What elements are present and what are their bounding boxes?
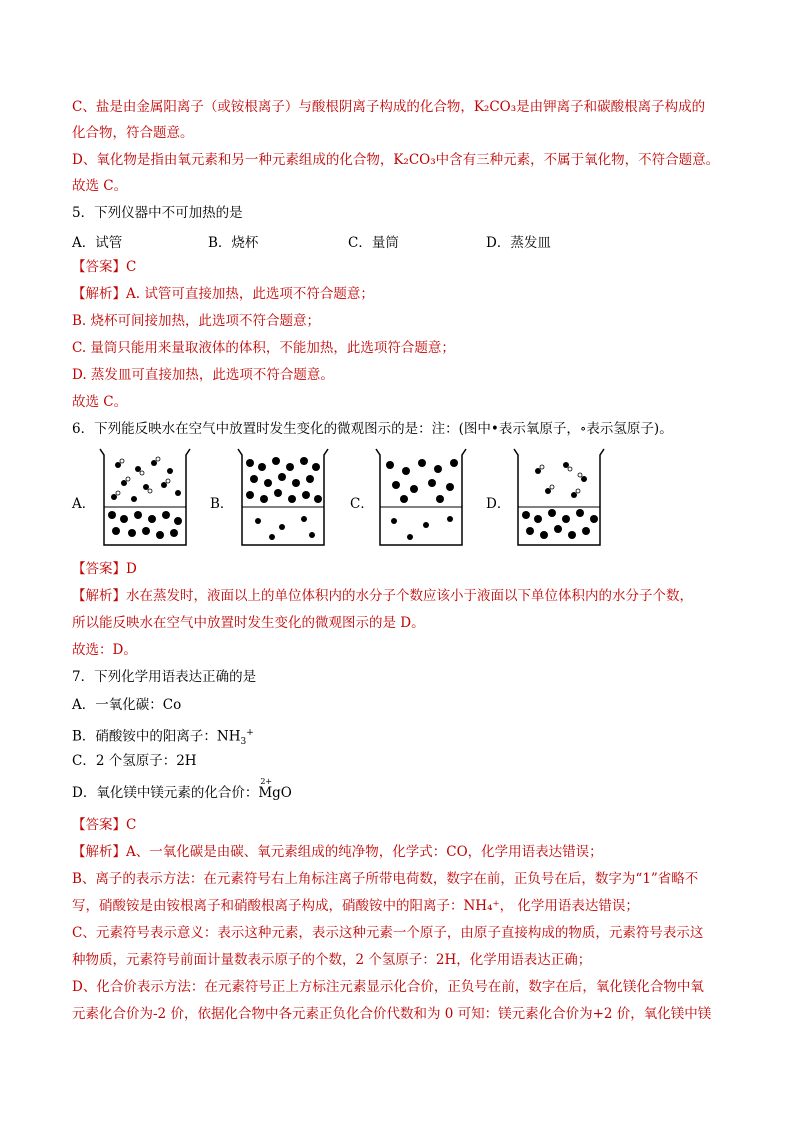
q5-choose: 故选 C。	[72, 394, 128, 410]
q6-answer: 【答案】D	[72, 561, 137, 577]
q7-option-b-formula: NH	[216, 728, 241, 745]
q5-answer: 【答案】C	[72, 259, 137, 275]
beaker-a-figure	[94, 445, 194, 550]
q7-option-d-formula-wrap	[258, 777, 292, 802]
q6-option-b: B．	[210, 496, 234, 512]
q7-answer: 【答案】C	[72, 817, 137, 833]
q7-option-a: A．一氧化碳：Co	[72, 697, 182, 713]
q7-option-d-formula: MgO	[258, 785, 292, 801]
q5-explanation-4: D. 蒸发皿可直接加热，此选项不符合题意。	[72, 367, 334, 383]
q5-explanation-1: 【解析】A. 试管可直接加热，此选项不符合题意；	[72, 286, 374, 302]
beaker-c-figure	[370, 445, 470, 550]
q7-option-b	[72, 724, 254, 751]
q7-option-c: C．2 个氢原子：2H	[72, 753, 197, 769]
c-explanation-line1: C、盐是由金属阳离子（或铵根离子）与酸根阴离子构成的化合物，K₂CO₃是由钾离子和碳酸根离子构成的	[72, 99, 706, 115]
q7-option-d	[72, 777, 292, 802]
q5-option-b: B．烧杯	[208, 235, 259, 251]
q7-explanation-4: C、元素符号表示意义：表示这种元素，表示这种元素一个原子，由原子直接构成的物质，元素符号表示这	[72, 925, 704, 941]
q7-explanation-3: 写，硝酸铵是由铵根离子和硝酸根离子构成，硝酸铵中的阳离子：NH₄⁺， 化学用语表达错误；	[72, 898, 639, 914]
question-5: 5．下列仪器中不可加热的是	[72, 205, 243, 221]
q6-explanation-2: 所以能反映水在空气中放置时发生变化的微观图示的是 D。	[72, 615, 425, 631]
q6-choose: 故选：D。	[72, 642, 137, 658]
q7-option-b-text: B．硝酸铵中的阳离子：	[72, 728, 217, 745]
q5-explanation-3: C. 量筒只能用来量取液体的体积，不能加热，此选项符合题意；	[72, 340, 455, 356]
beaker-b-figure	[232, 445, 332, 550]
q6-explanation-1: 【解析】水在蒸发时，液面以上的单位体积内的水分子个数应该小于液面以下单位体积内的水分子个数，	[72, 588, 693, 604]
q7-option-d-text: D．氧化镁中镁元素的化合价：	[72, 785, 259, 801]
q6-option-a: A．	[72, 496, 96, 512]
q7-explanation-6: D、化合价表示方法：在元素符号正上方标注元素显示化合价，正负号在前，数字在后，氧化镁化合物中氧	[72, 979, 704, 995]
q6-option-d: D．	[486, 496, 511, 512]
choose-c-line: 故选 C。	[72, 178, 128, 194]
question-7: 7．下列化学用语表达正确的是	[72, 669, 257, 685]
q7-option-b-superscript: +	[246, 728, 254, 738]
q5-option-d: D．蒸发皿	[486, 235, 551, 251]
q5-option-a: A．试管	[72, 235, 123, 251]
q7-option-b-subscript: 3	[240, 737, 247, 748]
q5-explanation-2: B. 烧杯可间接加热，此选项不符合题意；	[72, 313, 321, 329]
q7-explanation-7: 元素化合价为-2 价，依据化合物中各元素正负化合价代数和为 0 可知：镁元素化合价为+2 价，氧化镁中镁	[72, 1006, 712, 1022]
q7-explanation-5: 种物质，元素符号前面计量数表示原子的个数，2 个氢原子：2H，化学用语表达正确；	[72, 952, 592, 968]
q7-explanation-2: B、离子的表示方法：在元素符号右上角标注离子所带电荷数，数字在前，正负号在后，数字为“1”省略不	[72, 871, 699, 887]
q5-option-c: C．量筒	[348, 235, 399, 251]
question-6: 6．下列能反映水在空气中放置时发生变化的微观图示的是：注：(图中•表示氧原子，∘表示氢原子)。	[72, 421, 673, 437]
beaker-d-figure	[508, 445, 608, 550]
q6-option-c: C．	[350, 496, 374, 512]
q7-explanation-1: 【解析】A、一氧化碳是由碳、氧元素组成的纯净物，化学式：CO，化学用语表达错误；	[72, 844, 603, 860]
q7-option-d-charge: 2+	[260, 777, 273, 786]
c-explanation-line2: 化合物，符合题意。	[72, 125, 194, 141]
d-explanation-line: D、氧化物是指由氧元素和另一种元素组成的化合物，K₂CO₃中含有三种元素，不属于氧化物，不符合题意。	[72, 152, 720, 168]
